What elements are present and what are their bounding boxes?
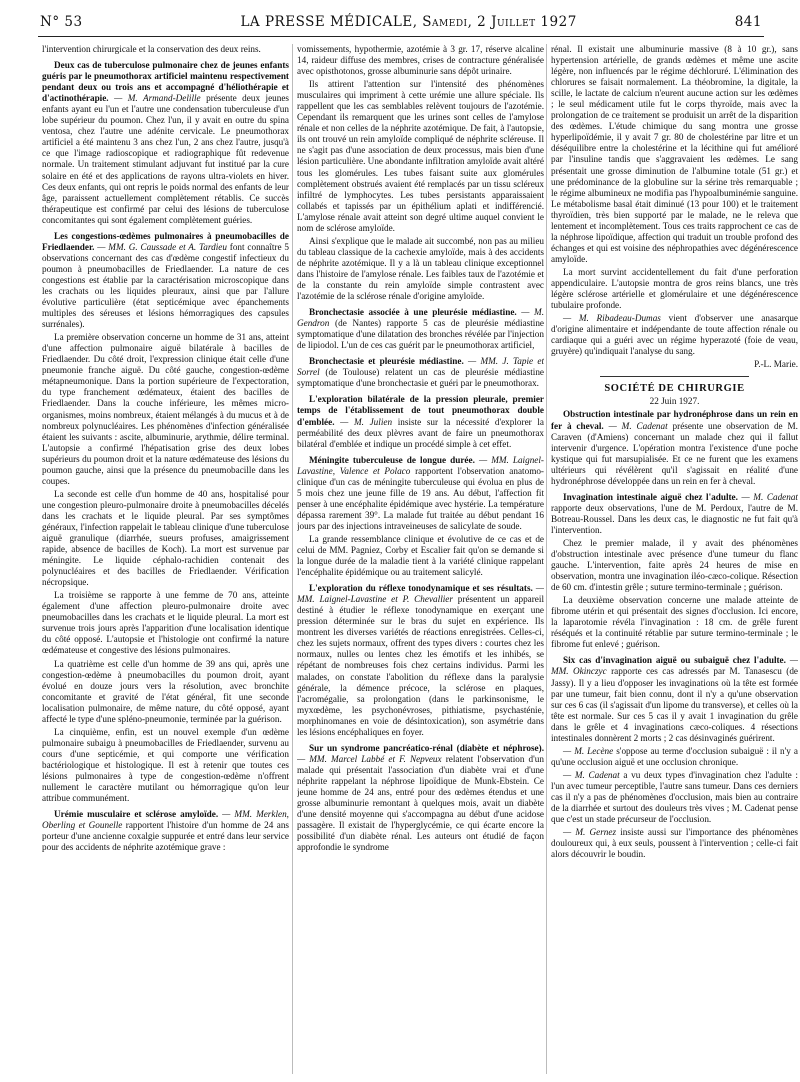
column-right-top: [551, 44, 798, 357]
page-header: [40, 14, 762, 36]
paragraph: [297, 307, 544, 351]
paragraph-text: La mort survint accidentellement du fait d'une perforation appendiculaire. L'autopsie montra de gros reins blancs, une très légère sclérose artérielle et glomérulaire et une dégénérescence tubulaire profonde.: [551, 266, 798, 311]
paragraph-text: Chez le premier malade, il y avait des phénomènes d'obstruction intestinale avec présence d'une tumeur du flanc gauche. L'intervention, faite après 24 heures de mise en observation, montra une invagination iléo-cæco-colique. Résection de 60 cm. d'intestin grêle ; suture termino-terminale ; guérison.: [551, 537, 798, 593]
paragraph-heading: Deux cas de tuberculose pulmonaire chez de jeunes enfants guéris par le pneumothorax artificiel maintenu respectivement pendant deux ou trois ans et accompagné d'héliothérapie et d'actinothérapie.: [42, 60, 289, 104]
signature: P.-L. Marie.: [754, 359, 798, 370]
paragraph: [297, 79, 544, 234]
paragraph: [297, 356, 544, 389]
paragraph-text: rapporte deux observations, l'une de M. Perdoux, l'autre de M. Botreau-Roussel. Dans les deux cas, le diagnostic ne fut fait qu'à l'intervention.: [551, 502, 798, 535]
paragraph: [551, 409, 798, 486]
paragraph-heading: L'exploration du réflexe tonodynamique et ses résultats.: [309, 583, 533, 594]
paragraph: [551, 655, 798, 743]
paragraph-authors: — M. Cadenat: [563, 769, 620, 780]
paragraph-text: vient d'observer une anasarque d'origine alimentaire et indépendante de toute affection rénale ou cardiaque qui a guéri avec un régime hyperazoté (foie de veau, gruyère) qu'indiquait l'analyse du sang.: [551, 313, 798, 357]
running-title: LA PRESSE MÉDICALE, Samedi, 2 Juillet 1927: [240, 14, 577, 30]
paragraph-text: insiste sur la nécessité d'explorer la perméabilité des deux plèvres avant de faire un pneumothorax bilatéral d'emblée et indique un procédé simple à cet effet.: [297, 416, 544, 449]
paragraph-authors: — M. Gendron: [297, 307, 544, 329]
paragraph: [551, 770, 798, 825]
paragraph-text: La seconde est celle d'un homme de 40 ans, hospitalisé pour une congestion pleuro-pulmonaire droite à pneumobacilles décelés dans les crachats et le liquide pleural. Par ses symptômes généraux, l'infection rappelait le tableau clinique d'une tuberculose aiguë granulique (diarrhée, sueurs profuses, amaigrissement rapide, absence de bacilles de Koch). La mort est survenue par méningite. Le liquide céphalo-rachidien contenait des polynucléaires et des bacilles de Friedlaender. Vérification nécropsique.: [42, 488, 289, 588]
column-divider: [546, 44, 547, 1074]
paragraph: [297, 44, 544, 77]
paragraph-heading: Bronchectasie et pleurésie médiastine.: [309, 356, 464, 367]
paragraph: [551, 313, 798, 357]
paragraph: [42, 44, 289, 55]
column-middle: [297, 44, 544, 1074]
paragraph-text: La troisième se rapporte à une femme de 70 ans, atteinte également d'une affection pleuro-pulmonaire droite avec pneumobacilles dans les crachats et le liquide pleural. La mort est survenue trois jours après l'apparition d'une localisation identique du côté opposé. L'autopsie et l'histologie ont confirmé la nature œdémateuse et congestive des lésions pulmonaires.: [42, 590, 289, 656]
paragraph: [42, 489, 289, 588]
paragraph-text: vomissements, hypothermie, azotémie à 3 gr. 17, réserve alcaline 14, raideur diffuse des membres, crises de contracture généralisée avec opisthotonos, grosse albuminurie sans dépôt urinaire.: [297, 44, 544, 77]
paragraph-text: présentent un appareil destiné à étudier le réflexe tonodynamique en exerçant une pression déterminée sur le bras du sujet en expérience. Ils montrent les diverses variétés de réactions enregistrées. Celles-ci, chez les sujets normaux, offrent des types divers : courtes chez les normaux, nulles ou lentes chez les émotifs et les inhibés, se répétant de nombreuses fois chez certains individus. Parmi les malades, on constate l'abolition du réflexe dans la paralysie générale, la démence précoce, la sclérose en plaques, l'acromégalie, sa prolongation (dans le parkinsonisme, le myxœdème, les psychonévroses, pithiatisme, psychasténie, morphinomanes en voie de désintoxication), son asymétrie dans les lésions encéphaliques en foyer.: [297, 594, 544, 737]
paragraph-text: s'oppose au terme d'occlusion subaiguë : il n'y a qu'une occlusion aiguë et une occlusion chronique.: [551, 745, 798, 767]
paragraph-authors: — M. Armand-Delille: [108, 93, 201, 104]
paragraph-authors: — MM. Marcel Labbé et F. Nepveux: [297, 753, 442, 764]
paragraph-text: rapportent l'observation anatomo-clinique d'un cas de méningite tuberculeuse qui évolua en plus de 5 mois chez une jeune fille de 19 ans. Au début, l'affection fit penser à une encéphalite épidémique avec hystérie. La température dépassa rarement 39°. La malade fut traitée au début pendant 16 jours par des injections intraveineuses de salicylate de soude.: [297, 465, 544, 531]
paragraph-authors: — M. Cadenat: [737, 491, 798, 502]
paragraph: [42, 590, 289, 656]
paragraph-heading: Méningite tuberculeuse de longue durée.: [309, 454, 475, 465]
paragraph-text: insiste aussi sur l'importance des phénomènes douloureux qui, à eux seuls, poussent à l'intervention ; celle-ci fait alors découvrir le boudin.: [551, 827, 798, 860]
section-title: SOCIÉTÉ DE CHIRURGIE: [604, 383, 745, 395]
paragraph-authors: — M. Julien: [334, 416, 393, 427]
paragraph-authors: — MM. Laignel-Lavastine, Valence et Polaco: [297, 454, 544, 476]
paragraph: [551, 267, 798, 311]
paragraph-text: Ainsi s'explique que le malade ait succombé, non pas au milieu du tableau classique de la cachexie amyloïde, mais à des accidents de néphrite azotémique. Il y a là un tableau clinique exceptionnel dans l'histoire de l'amylose rénale. Les faibles taux de l'azotémie et de la constante du rein amyloïde simple contrastent avec l'azotémie de la sclérose rénale d'origine amyloïde.: [297, 235, 544, 302]
paragraph-authors: — M. Lecène: [563, 745, 614, 756]
paragraph: [297, 455, 544, 532]
column-right-bottom: [551, 409, 798, 860]
paragraph-text: La cinquième, enfin, est un nouvel exemple d'un œdème pulmonaire subaigu à pneumobacilles de Friedlaender, survenu au cours d'une septicémie, et qui comporte une vérification bactériologique et histologique. Il est à retenir que toutes ces lésions pulmonaires à type de congestion-œdème n'offrent nullement le caractère mutilant ou hémorragique qu'on leur attribue communément.: [42, 726, 289, 804]
section-date: 22 Juin 1927.: [649, 396, 700, 407]
paragraph: [551, 492, 798, 536]
paragraph-heading: Bronchectasie associée à une pleurésie médiastine.: [309, 307, 517, 318]
paragraph-text: rénal. Il existait une albuminurie massive (8 à 10 gr.), sans hypertension artérielle, de grands œdèmes et même une ascite légère, non influencés par le régime déchloruré. L'élimination des chlorures se faisait normalement. La théobromine, la digitale, la scille, le lactate de calcium n'eurent aucune action sur les œdèmes ; le seul médicament utile fut le corps thyroïde, mais avec la prolongation de ce traitement se produisit un arrêt de la disparition des œdèmes. L'étude chimique du sang montra une grosse hyperlipoïdémie, il y avait 7 gr. 80 de cholestérine par litre et un déséquilibre entre la cholestérine et la lécithine qui fut amélioré par l'insuline tandis que s'aggravaient les œdèmes. Le sang présentait une grosse diminution de l'albumine totale (51 gr.) et une prédominance de la globuline sur la sérine très remarquable ; le régime albumineux ne modifia pas l'hypoalbuminémie sanguine. Le métabolisme basal était diminué (13 pour 100) et le traitement thyroïdien, très bien supporté par le malade, ne le releva que lentement et incomplètement. Tous ces traits rapprochent ce cas de la néphrose lipoïdique, affection qui traduit un trouble profond des échanges et qui est voisine des néphropathies avec dégénérescence amyloïde.: [551, 44, 798, 264]
paragraph: [42, 231, 289, 330]
paragraph-heading: Six cas d'invagination aiguë ou subaiguë chez l'adulte.: [563, 655, 786, 666]
paragraph-authors: — M. Gernez: [563, 827, 617, 838]
paragraph-text: a vu deux types d'invagination chez l'adulte : l'un avec tumeur perceptible, l'autre sans tumeur. Dans ces derniers cas il n'y a pas de phénomènes d'occlusion, mais bien au contraire de la diarrhée et surtout des douleurs très vives ; M. Cadenat pense que c'est un stade précurseur de l'occlusion.: [551, 769, 798, 825]
paragraph: [42, 809, 289, 853]
paragraph: [551, 595, 798, 650]
paragraph-text: La deuxième observation concerne une malade atteinte de fibrome utérin et qui présentait des signes d'occlusion. Ici encore, la laparotomie révéla l'invagination : 18 cm. de grêle furent réséqués et la continuité rétablie par suture termino-terminale ; le fibrome fut enlevé ; guérison.: [551, 595, 798, 650]
paragraph: [42, 659, 289, 725]
header-rule: [38, 36, 764, 37]
paragraph-text: (de Nantes) rapporte 5 cas de pleurésie médiastine symptomatique d'une dilatation des bronches révélée par l'injection de lipiodol. L'un de ces cas guérit par le pneumothorax artificiel,: [297, 318, 544, 351]
paragraph: [551, 538, 798, 593]
paragraph-text: présente deux jeunes enfants ayant eu l'un et l'autre une condensation tuberculeuse d'un lobe supérieur du poumon. Chez l'un, il y avait en outre du spina ventosa, chez l'autre une adénite cervicale. Le pneumothorax artificiel a été maintenu 3 ans chez l'un, 2 ans chez l'autre, jusqu'à ce que l'image radioscopique et radiographique fût redevenue normale. Un traitement stimulant adjuvant fut institué par la cure solaire en été et des applications de rayons ultra-violets en hiver. Ces deux enfants, qui ont repris le poids normal des enfants de leur âge, paraissent actuellement complètement rétablis. Ce succès thérapeutique est confirmé par celui des lésions de tuberculose concomitantes qui sont également complètement guéries.: [42, 93, 289, 225]
paragraph-text: (de Toulouse) relatent un cas de pleurésie médiastine symptomatique d'une bronchectasie et guéri par le pneumothorax.: [297, 367, 544, 389]
paragraph: [551, 746, 798, 768]
paragraph: [297, 534, 544, 578]
paragraph-text: présente une observation de M. Caraven (d'Amiens) concernant un malade chez qui il fallut intervenir d'urgence. L'opération montra l'existence d'une poche kystique qui fut marsupialisée. Et ce ne furent que les examens ultérieurs qui révélèrent qu'il s'agissait en réalité d'une hydronéphrose développée dans un rein en fer à cheval.: [551, 420, 798, 486]
paragraph: [297, 583, 544, 738]
paragraph-heading: Sur un syndrome pancréatico-rénal (diabète et néphrose).: [309, 742, 544, 753]
column-right: [551, 44, 798, 1074]
paragraph-text: l'intervention chirurgicale et la conservation des deux reins.: [42, 44, 261, 54]
paragraph: [297, 743, 544, 853]
issue-number: N° 53: [40, 14, 83, 30]
paragraph-heading: Obstruction intestinale par hydronéphrose dans un rein en fer à cheval.: [551, 409, 798, 431]
paragraph-text: relatent l'observation d'un malade qui présentait l'association d'un diabète vrai et d'une néphrite rappelant la néphrose lipoïdique de Munk-Ebstein. Ce jeune homme de 24 ans, entré pour des œdèmes étendus et une grosse albuminurie remontant à quelques mois, avait un diabète d'une densité moyenne qui s'accompagna au début d'une acidose passagère. Il existait de l'hyperglycémie, ce qui écarte encore la possibilité d'un diabète rénal. Les auteurs ont étudié de façon approfondie le syndrome: [297, 753, 544, 853]
paragraph-text: rapporte ces cas adressés par M. Tanasescu (de Jassy). Il y a lieu d'opposer les invaginations où la tête est formée par une tumeur, fait bien connu, dont il n'y a qu'une observation sur ces 6 cas (il s'agissait d'un lipome du transverse), et celles où la tête est normale. Sur ces 5 cas il y avait 1 invagination du grêle dans le grêle et 4 invaginations cæco-coliques. 4 résections intestinales donnèrent 2 morts ; 2 cas désinvaginés guérirent.: [551, 666, 798, 743]
paragraph-text: Ils attirent l'attention sur l'intensité des phénomènes musculaires qui impriment à cette urémie une allure spéciale. Ils rappellent que les cas semblables relèvent toujours de l'azotémie. Cependant ils remarquent que les urines sont celles de l'amylose rénale et non celles de la néphrite azotémique. De fait, à l'autopsie, ils ont trouvé un rein amyloïde compliqué de néphrite scléreuse. Il ne s'agit pas d'une association de deux processus, mais bien d'une lésion particulière. Une abondante infiltration amyloïde avait altéré tous les glomérules. Les tubes faisant suite aux glomérules complètement obstrués avaient été remplacés par un tissu scléreux infiltré de lymphocytes. Les tubes persistants apparaissaient collabés et tapissés par un épithélium aplati et indifférencié. L'amylose rénale avait atteint son degré ultime auquel convient le nom de sclérose amyloïde.: [297, 79, 544, 233]
paragraph-text: font connaître 5 observations concernant des cas d'œdème congestif infectieux du poumon à pneumobacilles de Friedlaender. La nature de ces congestions est établie par la caractérisation microscopique dans les crachats ou les liquides pleuraux, ainsi que par l'allure évolutive particulière (état septicémique avec épanchements multiples des séreuses et lésions hémorragiques des capsules surrénales).: [42, 241, 289, 330]
paragraph: [42, 332, 289, 487]
paragraph-text: La grande ressemblance clinique et évolutive de ce cas et de celui de MM. Pagniez, Corby et Escalier fait qu'on se demande si la longue durée de la maladie tient à la variété clinique rappelant l'encéphalite épidémique ou au traitement salicylé.: [297, 533, 544, 578]
column-left: [42, 44, 289, 1074]
paragraph-authors: — MM. G. Caussade et A. Tardieu: [94, 241, 227, 252]
paragraph: [297, 394, 544, 449]
paragraph-authors: — MM. Okinczyc: [551, 655, 798, 677]
paragraph-text: La première observation concerne un homme de 31 ans, atteint d'une affection pulmonaire aiguë bilatérale à bacilles de Friedlaender. Du côté droit, l'expression clinique était celle d'une pneumonie franche aiguë. Du côté gauche, congestion-œdème métapneumonique. Dans la portion supérieure de l'expectoration, du type franchement œdémateux, étaient des bacilles de Friedlaender. Dans la couche inférieure, les mêmes micro-organismes, moins nombreux, étaient mélangés à du mucus et à de nombreux polynucléaires. Les phénomènes d'infection généralisée étaient les suivants : ascite, albuminurie, arythmie, délire terminal. L'autopsie a confirmé l'hépatisation grise des deux lobes supérieurs du poumon droit et la nature œdémateuse des lésions du poumon gauche, ainsi que la présence du pneumobacille dans les coupes.: [42, 332, 289, 486]
paragraph-authors: — MM. Laignel-Lavastine et P. Chevallier: [297, 583, 544, 605]
paragraph-text: rapportent l'histoire d'un homme de 24 ans porteur d'une ancienne coxalgie suppurée et entré dans leur service pour des accidents de néphrite azotémique grave :: [42, 820, 289, 853]
paragraph-authors: — M. Cadenat: [603, 420, 668, 431]
paragraph-authors: — MM. Merklen, Oberling et Gounelle: [42, 809, 289, 831]
paragraph-authors: — M. Ribadeau-Dumas: [563, 313, 661, 324]
paragraph-heading: L'exploration bilatérale de la pression pleurale, premier temps de l'établissement de tout pneumothorax double d'emblée.: [297, 394, 544, 427]
section-rule: [600, 376, 748, 377]
paragraph: [551, 44, 798, 265]
column-divider: [292, 44, 293, 1074]
paragraph-heading: Urémie musculaire et sclérose amyloïde.: [54, 809, 219, 820]
page-number: 841: [734, 14, 762, 30]
paragraph-heading: Invagination intestinale aiguë chez l'adulte.: [563, 491, 738, 502]
paragraph: [297, 236, 544, 302]
paragraph-heading: Les congestions-œdèmes pulmonaires à pneumobacilles de Friedlaender.: [42, 230, 289, 252]
paragraph: [551, 827, 798, 860]
paragraph-authors: — MM. J. Tapie et Sorrel: [297, 356, 544, 378]
paragraph-text: La quatrième est celle d'un homme de 39 ans qui, après une congestion-œdème à pneumobacilles du poumon droit, ayant évolué en douze jours vers la résolution, avec bronchite concomitante et gravité de l'état général, fit une seconde localisation pulmonaire, de même nature, du côté opposé, ayant affecté le type d'une spléno-pneumonie, terminée par la guérison.: [42, 658, 289, 724]
paragraph: [42, 60, 289, 226]
paragraph: [42, 727, 289, 804]
